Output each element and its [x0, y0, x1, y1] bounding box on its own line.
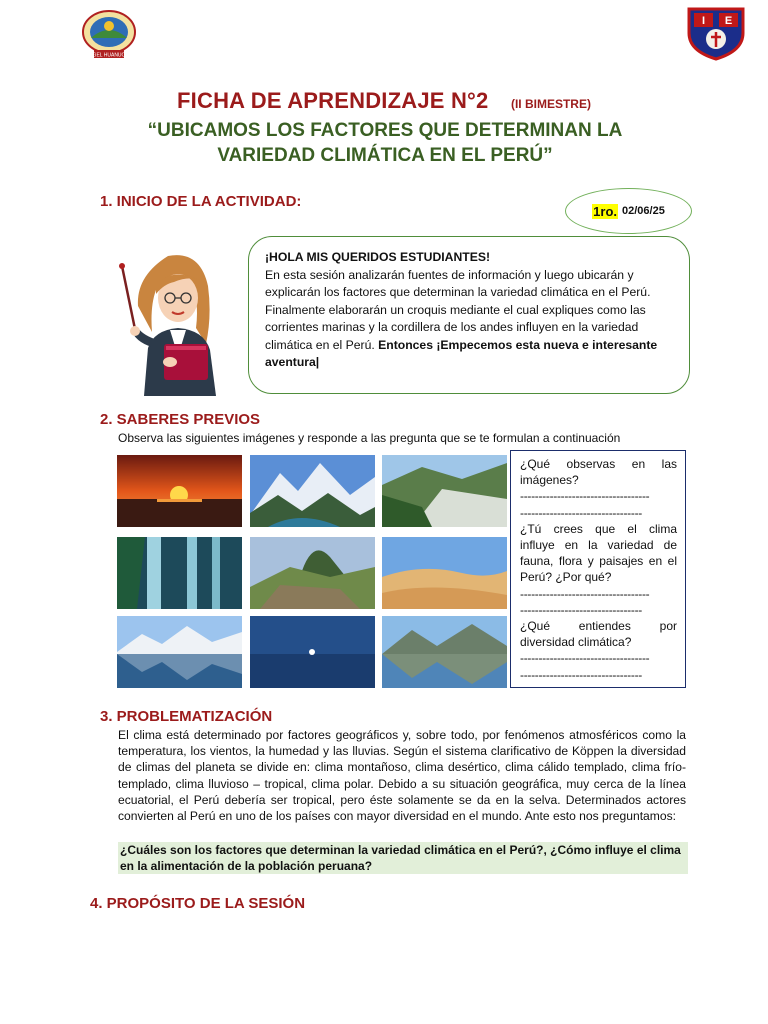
answer-line: ----------------------------------- [520, 651, 650, 666]
sunset-photo [117, 455, 242, 527]
subtitle-line-1: “UBICAMOS LOS FACTORES QUE DETERMINAN LA [147, 120, 623, 141]
title-text: FICHA DE APRENDIZAJE N°2 [177, 88, 489, 113]
questions-box [510, 450, 686, 688]
answer-line: --------------------------------- [520, 602, 642, 617]
waterfall-photo [117, 537, 242, 609]
answer-line: --------------------------------- [520, 505, 642, 520]
date-label: 02/06/25 [622, 205, 665, 217]
period-label: (II BIMESTRE) [510, 97, 591, 111]
teacher-illustration [108, 236, 238, 398]
problematizacion-paragraph: El clima está determinado por factores geográficos y, sobre todo, por fenómenos atmosféricos como la temperatura, los vientos, la humedad y las lluvias. Según el sistema clarificativo de Köppen la diversidad de climas del planeta se divide en: clima montañoso, clima desértico, clima cálido templado, clima frío-templado, clima lluvioso – tropical, clima polar. Debido a su situación geográfica, muy cerca de la línea ecuatorial, el Perú debería ser tropical, pero éste solamente se da en la selva. Determinados actores convierten al Perú en uno de los países con mayor diversidad en el mundo. Ante esto nos preguntamos: [118, 728, 686, 824]
section-heading-problematizacion: 3. PROBLEMATIZACIÓN [100, 708, 273, 725]
greeting-body: En esta sesión analizarán fuentes de información y luego ubicarán y explicarán los factores que determinan la variedad climática en el Perú. Finalmente elaborarán un croquis mediante el cual expliques como las corrientes marinas y la cordillera de los andes influyen en la variedad climática en el Perú. [265, 267, 651, 352]
moon-sea-photo [250, 616, 375, 688]
svg-text:E: E [724, 15, 733, 27]
greeting-box [248, 236, 690, 394]
grade-label: 1ro. [593, 203, 617, 219]
forest-valley-photo [382, 455, 507, 527]
section2-instruction: Observa las siguientes imágenes y responde a las pregunta que se te formulan a continuación [118, 431, 621, 445]
snowy-mountains-photo [250, 455, 375, 527]
school-logo-right [685, 5, 747, 61]
greeting-closing: Entonces ¡Empecemos esta nueva e interesante aventura| [265, 337, 658, 369]
question-2: ¿Tú crees que el clima influye en la variedad de fauna, flora y paisajes en el Perú? ¿Por qué? [520, 521, 677, 585]
question-1: ¿Qué observas en las imágenes? [520, 457, 677, 488]
document-title [0, 88, 768, 114]
answer-line: --------------------------------- [520, 667, 642, 682]
answer-line: ----------------------------------- [520, 586, 650, 601]
desert-dunes-photo [382, 537, 507, 609]
problem-question: ¿Cuáles son los factores que determinan la variedad climática en el Perú?, ¿Cómo influye el clima en la alimentación de la población peruana? [118, 842, 688, 874]
svg-text:UGEL HUANUCO: UGEL HUANUCO [88, 52, 130, 59]
question-3: ¿Qué entiendes por diversidad climática? [520, 619, 677, 650]
section-heading-inicio: 1. INICIO DE LA ACTIVIDAD: [100, 193, 302, 210]
lake-mountains-photo [117, 616, 242, 688]
answer-line: ----------------------------------- [520, 489, 650, 504]
section-heading-saberes: 2. SABERES PREVIOS [100, 411, 261, 428]
svg-text:I: I [701, 15, 706, 27]
document-subtitle [90, 118, 680, 168]
machu-picchu-photo [250, 537, 375, 609]
section-heading-proposito: 4. PROPÓSITO DE LA SESIÓN [90, 895, 306, 912]
reflection-lake-photo [382, 616, 507, 688]
school-logo-left [80, 8, 138, 60]
subtitle-line-2: VARIEDAD CLIMÁTICA EN EL PERÚ” [217, 145, 553, 166]
greeting-heading: ¡HOLA MIS QUERIDOS ESTUDIANTES! [265, 250, 491, 264]
date-badge [565, 188, 692, 234]
